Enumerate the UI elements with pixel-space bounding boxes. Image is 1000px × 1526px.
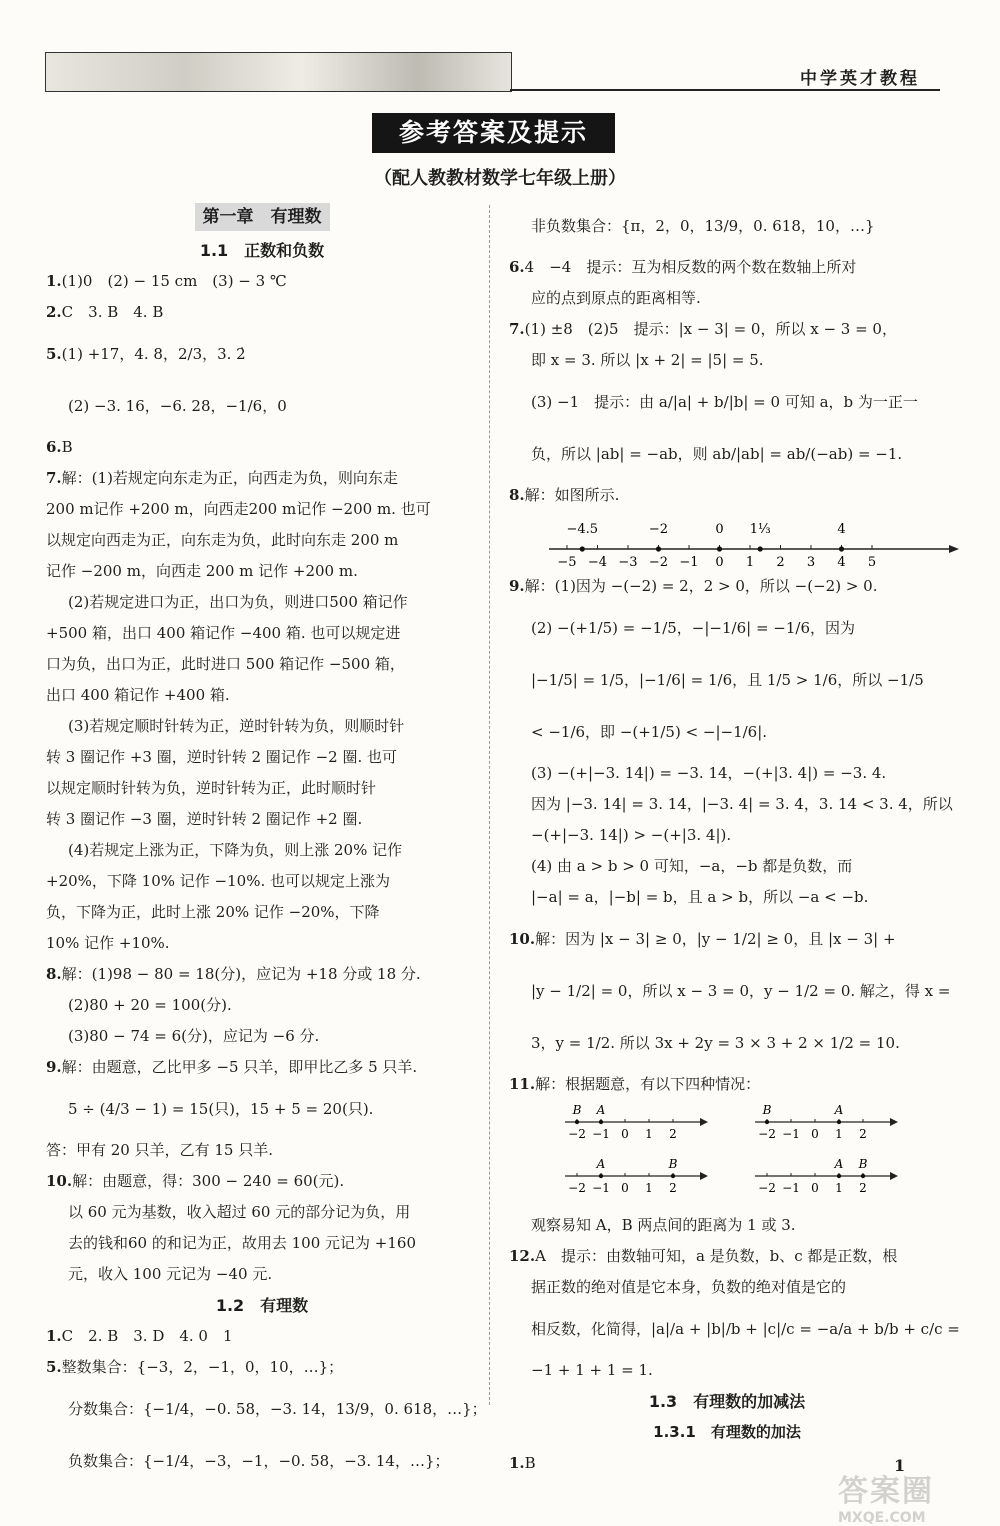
answer-line bbox=[509, 1017, 945, 1069]
point-label-b: B bbox=[572, 1103, 582, 1117]
tick-label: −1 bbox=[679, 555, 699, 570]
tick-label: 2 bbox=[859, 1127, 867, 1141]
question-number: 1. bbox=[509, 1454, 525, 1472]
question-number: 5. bbox=[46, 345, 62, 363]
four-cases-figure bbox=[565, 1100, 945, 1210]
answer-text: (3)80 − 74 = 6(分)，应记为 −6 分. bbox=[68, 1027, 320, 1045]
answer-line bbox=[46, 1052, 478, 1083]
answer-text: (4) 由 a > b > 0 可知，−a，−b 都是负数，而 bbox=[531, 857, 853, 875]
answer-line bbox=[46, 494, 478, 525]
answer-text: 解：由题意，得：300 − 240 = 60(元). bbox=[72, 1172, 345, 1190]
answer-line bbox=[46, 897, 478, 928]
question-number: 1. bbox=[46, 272, 62, 290]
point-a bbox=[837, 1120, 841, 1124]
answer-text: (3) −(+|−3. 14|) = −3. 14，−(+|3. 4|) = −3. 4. bbox=[531, 764, 887, 782]
answer-text: (1) +17，4. 8，2/3，3. 2̇ bbox=[61, 345, 246, 363]
answer-text: (2) −(+1/5) = −1/5，−|−1/6| = −1/6，因为 bbox=[531, 619, 856, 637]
answer-line bbox=[46, 1228, 478, 1259]
watermark-logo bbox=[838, 1466, 988, 1526]
tick-label: −2 bbox=[758, 1181, 776, 1195]
point-b bbox=[575, 1120, 579, 1124]
answer-text: 10% 记作 +10%. bbox=[46, 934, 170, 952]
answer-text: 以规定顺时针转为负，逆时针转为正，此时顺时针 bbox=[46, 779, 377, 797]
tick-label: −4 bbox=[587, 555, 608, 570]
answer-line bbox=[509, 851, 945, 882]
answer-text: 解：如图所示. bbox=[524, 486, 620, 504]
answer-line bbox=[46, 711, 478, 742]
axis-arrow bbox=[890, 1172, 898, 1180]
marked-point bbox=[656, 546, 661, 551]
tick-label: −3 bbox=[618, 555, 638, 570]
answer-line bbox=[46, 773, 478, 804]
answer-line bbox=[46, 1383, 487, 1435]
answer-text: 负，所以 |ab| = −ab，则 ab/|ab| = ab/(−ab) = −1. bbox=[531, 445, 903, 463]
answer-line bbox=[46, 1321, 478, 1352]
tick-label: −2 bbox=[568, 1127, 586, 1141]
answer-text: 5 ÷ (4/3 − 1) = 15(只)，15 + 5 = 20(只). bbox=[68, 1100, 374, 1118]
answer-line bbox=[46, 1352, 478, 1383]
answer-line bbox=[46, 525, 478, 556]
point-label: 1⅓ bbox=[749, 522, 771, 537]
answer-line bbox=[46, 742, 478, 773]
answer-text: 转 3 圈记作 −3 圈，逆时针转 2 圈记作 +2 圈. bbox=[46, 810, 363, 828]
answer-text: C 2. B 3. D 4. 0 1 bbox=[61, 1327, 233, 1345]
answer-text: 解：(1)98 − 80 = 18(分)，应记为 +18 分或 18 分. bbox=[61, 965, 421, 983]
answer-line bbox=[509, 571, 945, 602]
answer-line bbox=[46, 432, 478, 463]
answer-line bbox=[46, 1435, 478, 1487]
answer-line bbox=[46, 1166, 478, 1197]
case-number-line bbox=[565, 1103, 708, 1141]
tick-label: −1 bbox=[782, 1181, 800, 1195]
answer-line bbox=[509, 428, 945, 480]
point-label-a: A bbox=[834, 1103, 844, 1117]
column-divider bbox=[489, 205, 491, 1405]
answer-text: 4 −4 提示：互为相反数的两个数在数轴上所对 bbox=[524, 258, 857, 276]
answer-text: C 3. B 4. B bbox=[61, 303, 164, 321]
answer-line bbox=[46, 680, 478, 711]
answer-text: |y − 1/2| = 0，所以 x − 3 = 0，y − 1/2 = 0. 解之，得 x = bbox=[531, 982, 951, 1000]
answer-text: (1)0 (2) − 15 cm (3) − 3 ℃ bbox=[61, 272, 287, 290]
answer-text: −(+|−3. 14|) > −(+|3. 4|). bbox=[531, 826, 732, 844]
question-number: 7. bbox=[46, 469, 62, 487]
subsection-heading: 1.3.1 有理数的加法 bbox=[653, 1423, 801, 1441]
case-number-line bbox=[565, 1157, 708, 1195]
tick-label: 0 bbox=[621, 1127, 629, 1141]
chapter-heading-text: 第一章 有理数 bbox=[195, 203, 330, 231]
point-a bbox=[599, 1120, 603, 1124]
tick-label: 0 bbox=[621, 1181, 629, 1195]
answer-line bbox=[509, 1069, 945, 1100]
case-number-line bbox=[755, 1103, 898, 1141]
answer-text: 负，下降为正，此时上涨 20% 记作 −20%，下降 bbox=[46, 903, 380, 921]
answer-text: 200 m记作 +200 m，向西走200 m记作 −200 m. 也可 bbox=[46, 500, 431, 518]
answer-text: 观察易知 A，B 两点间的距离为 1 或 3. bbox=[531, 1216, 796, 1234]
question-number: 8. bbox=[509, 486, 525, 504]
question-number: 1. bbox=[46, 1327, 62, 1345]
marked-point bbox=[717, 546, 722, 551]
marked-point bbox=[580, 546, 585, 551]
watermark-url: MXQE.COM bbox=[838, 1510, 926, 1526]
axis-arrow bbox=[949, 545, 959, 553]
chapter-heading bbox=[46, 202, 478, 233]
answer-line bbox=[509, 706, 945, 758]
answer-text: 去的钱和60 的和记为正，故用去 100 元记为 +160 bbox=[68, 1234, 416, 1252]
answer-line bbox=[46, 1021, 478, 1052]
answer-line bbox=[509, 252, 945, 283]
question-number: 10. bbox=[509, 930, 536, 948]
answer-line bbox=[46, 328, 478, 380]
answer-text: 转 3 圈记作 +3 圈，逆时针转 2 圈记作 −2 圈. 也可 bbox=[46, 748, 397, 766]
answer-text: +500 箱，出口 400 箱记作 −400 箱. 也可以规定进 bbox=[46, 624, 401, 642]
answer-text: 分数集合：{−1/4，−0. 58，−3. 14，13/9，0. 618，…}； bbox=[68, 1400, 487, 1418]
tick-label: 0 bbox=[811, 1181, 819, 1195]
axis-arrow bbox=[700, 1118, 708, 1126]
answer-line bbox=[509, 913, 945, 965]
tick-label: 2 bbox=[669, 1127, 677, 1141]
answer-line bbox=[46, 804, 478, 835]
answer-line bbox=[509, 882, 945, 913]
answer-line bbox=[509, 654, 945, 706]
point-b bbox=[765, 1120, 769, 1124]
answer-text: B bbox=[61, 438, 73, 456]
question-number: 8. bbox=[46, 965, 62, 983]
answer-text: B bbox=[524, 1454, 536, 1472]
point-b bbox=[671, 1174, 675, 1178]
answer-line bbox=[46, 1259, 478, 1290]
answer-line bbox=[509, 376, 945, 428]
answer-line bbox=[509, 758, 945, 789]
answer-text: 口为负，出口为正，此时进口 500 箱记作 −500 箱， bbox=[46, 655, 405, 673]
left-column bbox=[46, 200, 487, 1487]
question-number: 2. bbox=[46, 303, 62, 321]
answer-line bbox=[509, 789, 953, 820]
point-a bbox=[837, 1174, 841, 1178]
answer-line bbox=[509, 602, 945, 654]
answer-text: 相反数，化简得，|a|/a + |b|/b + |c|/c = −a/a + b/b + c/c = bbox=[531, 1320, 960, 1338]
question-number: 10. bbox=[46, 1172, 73, 1190]
tick-label: −2 bbox=[568, 1181, 586, 1195]
answer-line bbox=[46, 928, 478, 959]
answer-text: (2) −3. 16，−6. 28，−1/6，0 bbox=[68, 397, 287, 415]
point-b bbox=[861, 1174, 865, 1178]
marked-point bbox=[758, 546, 763, 551]
answer-line bbox=[509, 1241, 945, 1272]
answer-text: |−a| = a，|−b| = b，且 a > b，所以 −a < −b. bbox=[531, 888, 869, 906]
answer-text: (1) ±8 (2)5 提示：|x − 3| = 0，所以 x − 3 = 0， bbox=[524, 320, 897, 338]
answer-line bbox=[46, 587, 478, 618]
answer-line bbox=[46, 835, 478, 866]
header-rule bbox=[510, 89, 940, 91]
answer-line bbox=[46, 380, 478, 432]
answer-line bbox=[509, 1355, 945, 1386]
section-heading: 1.1 正数和负数 bbox=[199, 241, 325, 260]
answer-text: 负数集合：{−1/4，−3，−1，−0. 58，−3. 14，…}； bbox=[68, 1452, 450, 1470]
answer-line bbox=[509, 820, 945, 851]
answer-text: 因为 |−3. 14| = 3. 14，|−3. 4| = 3. 4，3. 14 < 3. 4，所以 bbox=[531, 795, 953, 813]
question-number: 12. bbox=[509, 1247, 536, 1265]
answer-line bbox=[46, 266, 478, 297]
answer-text: 据正数的绝对值是它本身，负数的绝对值是它的 bbox=[531, 1278, 847, 1296]
question-number: 7. bbox=[509, 320, 525, 338]
answer-text: −1 + 1 + 1 = 1. bbox=[531, 1361, 653, 1379]
answer-line bbox=[46, 866, 478, 897]
answer-line bbox=[509, 965, 951, 1017]
answer-line bbox=[46, 556, 478, 587]
answer-line bbox=[509, 314, 945, 345]
axis-arrow bbox=[700, 1172, 708, 1180]
axis-arrow bbox=[890, 1118, 898, 1126]
answer-line bbox=[46, 297, 478, 328]
point-label-a: A bbox=[596, 1103, 606, 1117]
tick-label: 0 bbox=[715, 555, 724, 570]
answer-line bbox=[509, 1272, 945, 1303]
answer-text: 解：(1)因为 −(−2) = 2，2 > 0，所以 −(−2) > 0. bbox=[524, 577, 878, 595]
answer-line bbox=[509, 480, 945, 511]
question-number: 6. bbox=[46, 438, 62, 456]
tick-label: 0 bbox=[811, 1127, 819, 1141]
number-line-figure bbox=[549, 511, 969, 571]
page-number: 1 bbox=[894, 1456, 906, 1475]
point-label: 0 bbox=[715, 522, 724, 537]
page-title: 参考答案及提示 bbox=[372, 113, 615, 153]
tick-label: −1 bbox=[782, 1127, 800, 1141]
answer-text: 答：甲有 20 只羊，乙有 15 只羊. bbox=[46, 1141, 274, 1159]
book-title: 中学英才教程 bbox=[800, 69, 920, 89]
answer-text: +20%，下降 10% 记作 −10%. 也可以规定上涨为 bbox=[46, 872, 390, 890]
tick-label: 3 bbox=[806, 555, 816, 570]
answer-text: 解：根据题意，有以下四种情况： bbox=[535, 1075, 761, 1093]
case-number-line bbox=[755, 1157, 898, 1195]
point-label: −4.5 bbox=[566, 522, 599, 537]
tick-label: 1 bbox=[645, 1181, 653, 1195]
tick-label: 2 bbox=[859, 1181, 867, 1195]
answer-line bbox=[46, 1083, 478, 1135]
point-label-b: B bbox=[762, 1103, 772, 1117]
answer-text: 以规定向西走为正，向东走为负，此时向东走 200 m bbox=[46, 531, 399, 549]
section-heading: 1.3 有理数的加减法 bbox=[648, 1392, 806, 1411]
answer-text: 即 x = 3. 所以 |x + 2| = |5| = 5. bbox=[531, 351, 764, 369]
answer-line bbox=[509, 345, 945, 376]
question-number: 9. bbox=[46, 1058, 62, 1076]
answer-text: 以 60 元为基数，收入超过 60 元的部分记为负，用 bbox=[68, 1203, 411, 1221]
tick-label: 1 bbox=[745, 555, 755, 570]
answer-text: (2)若规定进口为正，出口为负，则进口500 箱记作 bbox=[68, 593, 408, 611]
section-heading: 1.2 有理数 bbox=[215, 1296, 309, 1315]
point-label-a: A bbox=[596, 1157, 606, 1171]
answer-line bbox=[509, 1210, 945, 1241]
question-number: 9. bbox=[509, 577, 525, 595]
answer-text: 解：由题意，乙比甲多 −5 只羊，即甲比乙多 5 只羊. bbox=[61, 1058, 418, 1076]
tick-label: 1 bbox=[645, 1127, 653, 1141]
question-number: 5. bbox=[46, 1358, 62, 1376]
answer-text: 应的点到原点的距离相等. bbox=[531, 289, 701, 307]
point-label-b: B bbox=[858, 1157, 868, 1171]
tick-label: 2 bbox=[669, 1181, 677, 1195]
answer-line bbox=[509, 1303, 960, 1355]
answer-text: 非负数集合：{π，2，0，13/9，0. 618，10，…} bbox=[531, 217, 875, 235]
right-column bbox=[509, 200, 960, 1479]
tick-label: −2 bbox=[758, 1127, 776, 1141]
answer-line bbox=[46, 1135, 478, 1166]
answer-line bbox=[509, 283, 945, 314]
answer-text: 3，y = 1/2. 所以 3x + 2y = 3 × 3 + 2 × 1/2 = 10. bbox=[531, 1034, 900, 1052]
answer-line bbox=[509, 200, 945, 252]
answer-text: (3) −1 提示：由 a/|a| + b/|b| = 0 可知 a，b 为一正一 bbox=[531, 393, 918, 411]
question-number: 6. bbox=[509, 258, 525, 276]
header-decorative-banner bbox=[45, 52, 512, 92]
answer-text: 元，收入 100 元记为 −40 元. bbox=[68, 1265, 273, 1283]
answer-line bbox=[46, 959, 478, 990]
tick-label: −5 bbox=[557, 555, 577, 570]
tick-label: 4 bbox=[837, 555, 846, 570]
tick-label: 5 bbox=[867, 555, 877, 570]
answer-text: < −1/6，即 −(+1/5) < −|−1/6|. bbox=[531, 723, 768, 741]
answer-text: 解：(1)若规定向东走为正，向西走为负，则向东走 bbox=[61, 469, 398, 487]
question-number: 11. bbox=[509, 1075, 536, 1093]
answer-text: (3)若规定顺时针转为正，逆时针转为负，则顺时针 bbox=[68, 717, 405, 735]
tick-label: 1 bbox=[835, 1127, 843, 1141]
point-a bbox=[599, 1174, 603, 1178]
answer-text: A 提示：由数轴可知，a 是负数，b、c 都是正数，根 bbox=[535, 1247, 898, 1265]
answer-line bbox=[46, 463, 478, 494]
answer-text: 解：因为 |x − 3| ≥ 0，|y − 1/2| ≥ 0，且 |x − 3| + bbox=[535, 930, 896, 948]
tick-label: −1 bbox=[592, 1127, 610, 1141]
answer-line bbox=[46, 990, 478, 1021]
point-label: 4 bbox=[837, 522, 846, 537]
tick-label: 2 bbox=[776, 555, 785, 570]
tick-label: −1 bbox=[592, 1181, 610, 1195]
point-label-a: A bbox=[834, 1157, 844, 1171]
answer-text: 出口 400 箱记作 +400 箱. bbox=[46, 686, 230, 704]
point-label-b: B bbox=[668, 1157, 678, 1171]
answer-text: (2)80 + 20 = 100(分). bbox=[68, 996, 232, 1014]
page-subtitle: （配人教教材数学七年级上册） bbox=[374, 168, 626, 189]
answer-line bbox=[46, 649, 478, 680]
answer-text: (4)若规定上涨为正，下降为负，则上涨 20% 记作 bbox=[68, 841, 403, 859]
answer-line bbox=[46, 1197, 478, 1228]
point-label: −2 bbox=[648, 522, 669, 537]
answer-text: |−1/5| = 1/5，|−1/6| = 1/6，且 1/5 > 1/6，所以 −1/5 bbox=[531, 671, 924, 689]
answer-text: 整数集合：{−3，2，−1，0，10，…}； bbox=[61, 1358, 344, 1376]
answer-text: 记作 −200 m，向西走 200 m 记作 +200 m. bbox=[46, 562, 358, 580]
tick-label: 1 bbox=[835, 1181, 843, 1195]
marked-point bbox=[839, 546, 844, 551]
watermark-text: 答案圈 bbox=[838, 1474, 934, 1509]
answer-line bbox=[46, 618, 478, 649]
tick-label: −2 bbox=[648, 555, 669, 570]
